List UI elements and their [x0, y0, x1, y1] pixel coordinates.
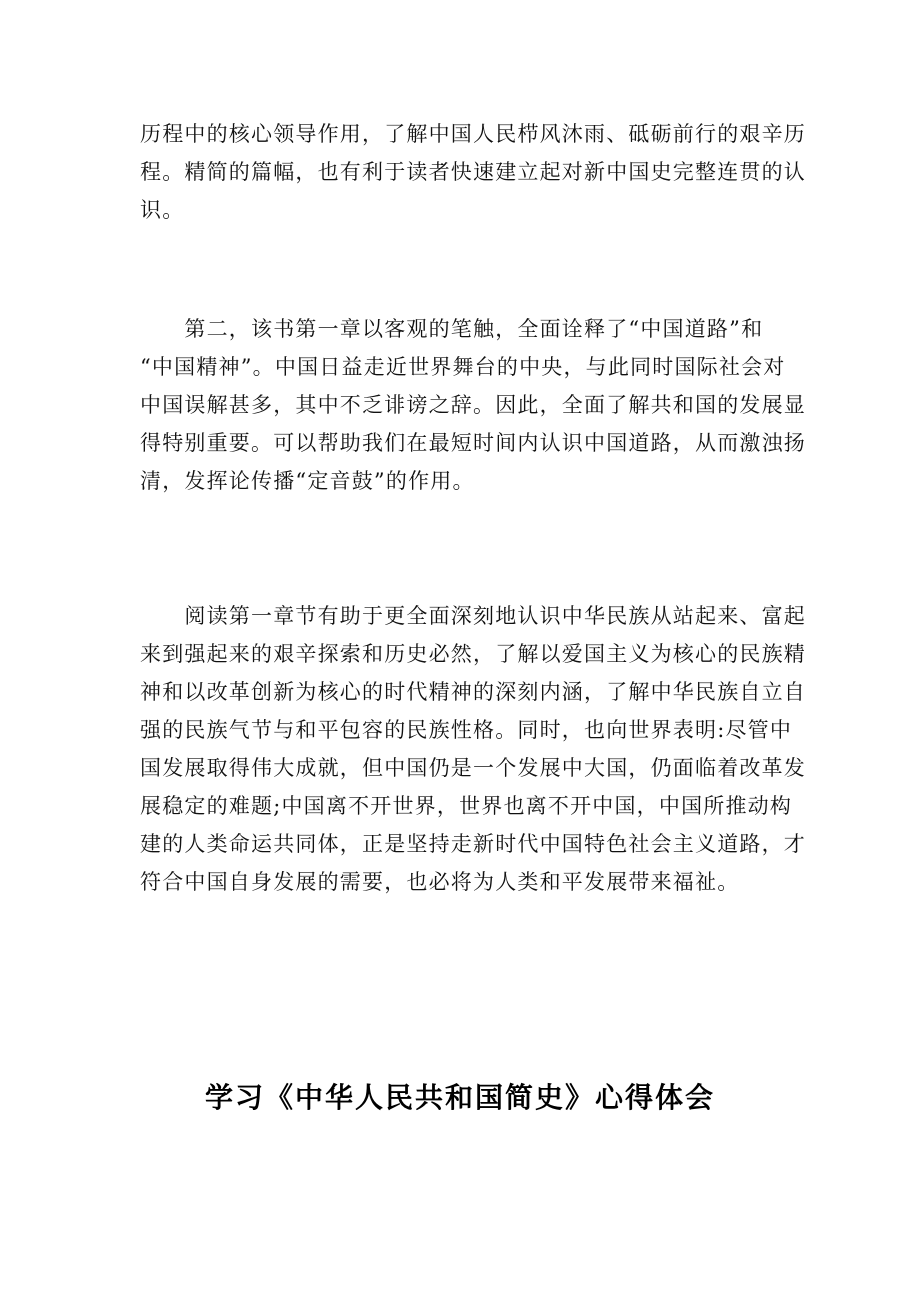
text-line: 来到强起来的艰辛探索和历史必然，了解以爱国主义为核心的民族精: [140, 642, 806, 666]
paragraph-second-point: [140, 310, 806, 500]
text-line: 国发展取得伟大成就，但中国仍是一个发展中大国，仍面临着改革发: [140, 756, 806, 780]
text-line: 历程中的核心领导作用，了解中国人民栉风沐雨、砥砺前行的艰辛历: [140, 122, 806, 146]
text-line: 识。: [140, 198, 185, 222]
paragraph-intro-continuation: [140, 115, 806, 229]
text-line: 得特别重要。可以帮助我们在最短时间内认识中国道路，从而激浊扬: [140, 431, 806, 455]
text-line: 强的民族气节与和平包容的民族性格。同时，也向世界表明:尽管中: [140, 718, 793, 742]
text-line: 清，发挥论传播“定音鼓”的作用。: [140, 469, 475, 493]
section-title: 学习《中华人民共和国简史》心得体会: [204, 1081, 715, 1114]
text-line: 程。精简的篇幅，也有利于读者快速建立起对新中国史完整连贯的认: [140, 160, 806, 184]
text-line: 中国误解甚多，其中不乏诽谤之辞。因此，全面了解共和国的发展显: [140, 393, 806, 417]
text-line: 第二，该书第一章以客观的笔触，全面诠释了“中国道路”和: [140, 317, 764, 341]
text-line: “中国精神”。中国日益走近世界舞台的中央，与此同时国际社会对: [140, 355, 786, 379]
text-line: 展稳定的难题;中国离不开世界，世界也离不开中国，中国所推动构: [140, 794, 793, 818]
text-line: 建的人类命运共同体，正是坚持走新时代中国特色社会主义道路，才: [140, 832, 806, 856]
text-line: 神和以改革创新为核心的时代精神的深刻内涵，了解中华民族自立自: [140, 680, 806, 704]
paragraph-reading-chapter-one: [140, 597, 806, 901]
text-line: 符合中国自身发展的需要，也必将为人类和平发展带来福祉。: [140, 870, 740, 894]
text-line: 阅读第一章节有助于更全面深刻地认识中华民族从站起来、富起: [140, 604, 806, 628]
